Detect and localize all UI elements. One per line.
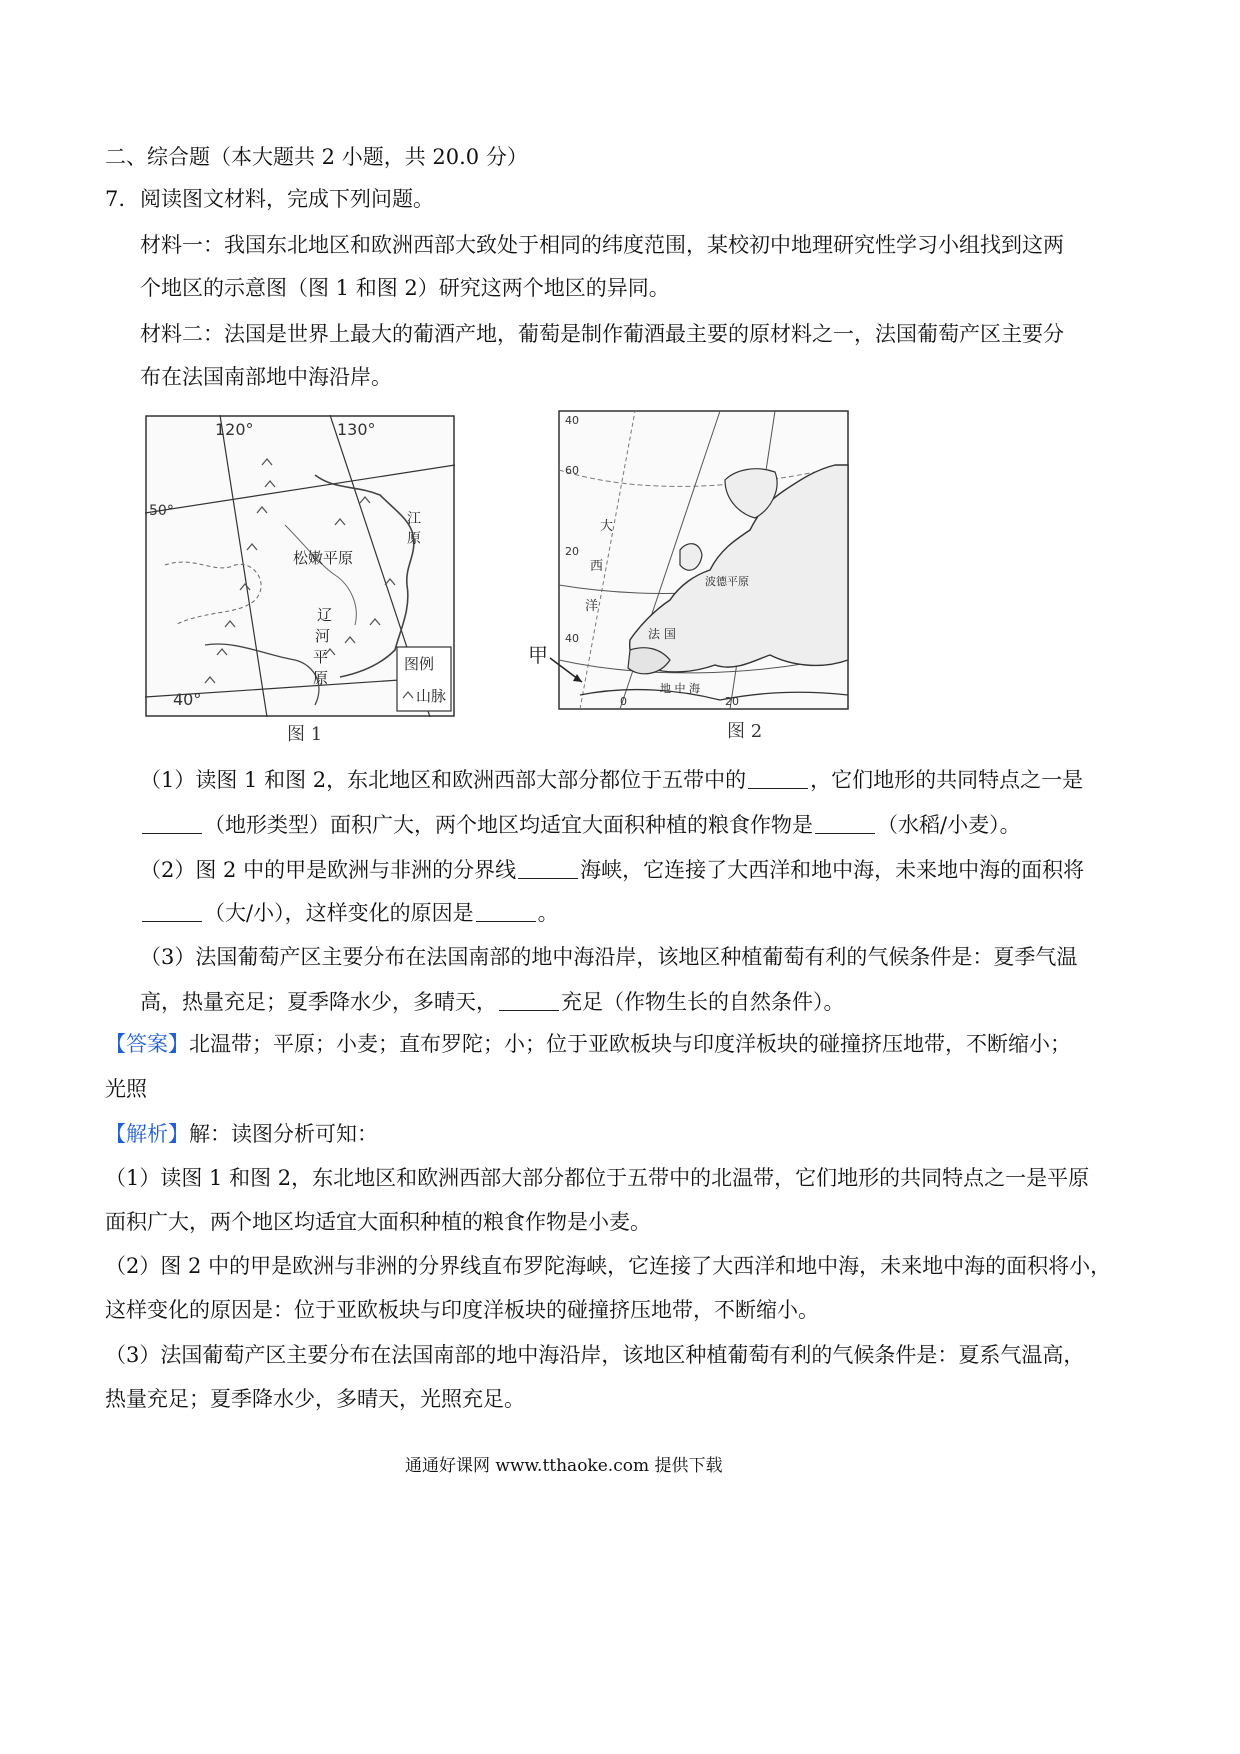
q3-text-c: 充足（作物生长的自然条件）。	[561, 990, 845, 1014]
answer-line1	[105, 1030, 1071, 1058]
q1-text-a: （1）读图 1 和图 2，东北地区和欧洲西部大部分都位于五带中的	[140, 768, 747, 792]
material2-line1: 材料二：法国是世界上最大的葡酒产地，葡萄是制作葡酒最主要的原材料之一，法国葡萄产区主要分	[140, 322, 1064, 346]
question-number: 7.	[105, 187, 126, 211]
answer-text: 北温带；平原；小麦；直布罗陀；小；位于亚欧板块与印度洋板块的碰撞挤压地带，不断缩小；	[189, 1032, 1071, 1056]
answer-tag: 【答案】	[105, 1032, 189, 1056]
q1-text-c: （地形类型）面积广大，两个地区均适宜大面积种植的粮食作物是	[204, 813, 813, 837]
fig2-pointer-jia: 甲	[528, 643, 548, 667]
q2-blank-2	[142, 901, 202, 922]
q1-line2	[140, 811, 1021, 839]
fig2-label-xi: 西	[590, 559, 604, 574]
fig1-legend-item: 山脉	[416, 687, 447, 705]
analysis-intro	[105, 1120, 378, 1148]
fig1-lon-120: 120°	[215, 420, 254, 439]
footer-text: 通通好课网 www.tthaoke.com 提供下载	[405, 1456, 723, 1476]
question-prompt: 阅读图文材料，完成下列问题。	[140, 187, 434, 211]
fig2-label-yang: 洋	[585, 599, 599, 614]
fig1-liao-4: 原	[313, 669, 329, 687]
q2-line1	[140, 856, 1084, 884]
q1-blank-3	[815, 813, 875, 834]
fig1-jiang: 江	[407, 511, 421, 527]
fig1-lon-130: 130°	[337, 420, 376, 439]
analysis-intro-text: 解：读图分析可知：	[189, 1122, 378, 1146]
fig2-label-france: 法 国	[648, 627, 676, 641]
q3-text-b: 高，热量充足；夏季降水少，多晴天，	[140, 990, 497, 1014]
fig1-lat-50: 50°	[149, 503, 174, 519]
fig2-label-da: 大	[600, 519, 614, 534]
fig1-lat-40: 40°	[173, 690, 202, 709]
q2-line2	[140, 899, 559, 927]
analysis-p1-line2: 面积广大，两个地区均适宜大面积种植的粮食作物是小麦。	[105, 1210, 651, 1234]
material2-line2: 布在法国南部地中海沿岸。	[140, 365, 392, 389]
q1-text-d: （水稻/小麦）。	[877, 813, 1021, 837]
material1-line2: 个地区的示意图（图 1 和图 2）研究这两个地区的异同。	[140, 276, 670, 300]
fig1-liao-2: 河	[315, 627, 331, 645]
q2-blank-3	[476, 901, 536, 922]
analysis-p2-line2: 这样变化的原因是：位于亚欧板块与印度洋板块的碰撞挤压地带，不断缩小。	[105, 1298, 819, 1322]
fig2-lon-0: 0	[620, 695, 627, 708]
fig1-liao-1: 辽	[317, 606, 333, 624]
analysis-p3-line2: 热量充足；夏季降水少，多晴天，光照充足。	[105, 1387, 525, 1411]
analysis-tag: 【解析】	[105, 1122, 189, 1146]
fig1-liao-3: 平	[313, 648, 329, 666]
answer-line2: 光照	[105, 1077, 147, 1101]
q1-line1	[140, 766, 1083, 794]
q2-text-b: 海峡，它连接了大西洋和地中海，未来地中海的面积将	[580, 858, 1085, 882]
fig2-lat-top: 40	[565, 414, 579, 427]
section-heading: 二、综合题（本大题共 2 小题，共 20.0 分）	[105, 145, 528, 169]
q3-line2	[140, 988, 845, 1016]
q2-text-a: （2）图 2 中的甲是欧洲与非洲的分界线	[140, 858, 517, 882]
fig2-lat-40: 40	[565, 632, 579, 645]
q3-blank-1	[499, 990, 559, 1011]
figure2-map	[520, 410, 850, 712]
fig1-songnen-plain: 松嫩平原	[293, 549, 354, 567]
q1-blank-1	[748, 768, 808, 789]
fig1-legend-title: 图例	[404, 655, 435, 673]
q1-text-b: ，它们地形的共同特点之一是	[810, 768, 1084, 792]
figure2-caption: 图 2	[727, 721, 763, 742]
fig1-yuan: 原	[407, 531, 421, 547]
analysis-p1-line1: （1）读图 1 和图 2，东北地区和欧洲西部大部分都位于五带中的北温带，它们地形的共同特点之一是平原	[105, 1166, 1090, 1190]
q2-blank-1	[518, 858, 578, 879]
figure1-caption: 图 1	[287, 724, 323, 745]
fig2-lon-20: 20	[725, 695, 739, 708]
fig2-lon-20w: 20	[565, 545, 579, 558]
analysis-p3-line1: （3）法国葡萄产区主要分布在法国南部的地中海沿岸，该地区种植葡萄有利的气候条件是：夏系气温高，	[105, 1343, 1085, 1367]
fig2-lat-60: 60	[565, 464, 579, 477]
analysis-p2-line1: （2）图 2 中的甲是欧洲与非洲的分界线直布罗陀海峡，它连接了大西洋和地中海，未来地中海的面积将小，	[105, 1254, 1112, 1278]
fig2-label-mediterranean: 地 中 海	[660, 682, 700, 695]
q2-text-c: （大/小），这样变化的原因是	[204, 901, 474, 925]
figure1-map	[145, 415, 455, 717]
material1-line1: 材料一：我国东北地区和欧洲西部大致处于相同的纬度范围，某校初中地理研究性学习小组找到这两	[140, 233, 1064, 257]
q2-text-d: 。	[537, 901, 559, 925]
q3-line1: （3）法国葡萄产区主要分布在法国南部的地中海沿岸，该地区种植葡萄有利的气候条件是：夏季气温	[140, 945, 1078, 969]
q1-blank-2	[142, 813, 202, 834]
fig2-label-polish-plain: 波德平原	[705, 575, 749, 588]
